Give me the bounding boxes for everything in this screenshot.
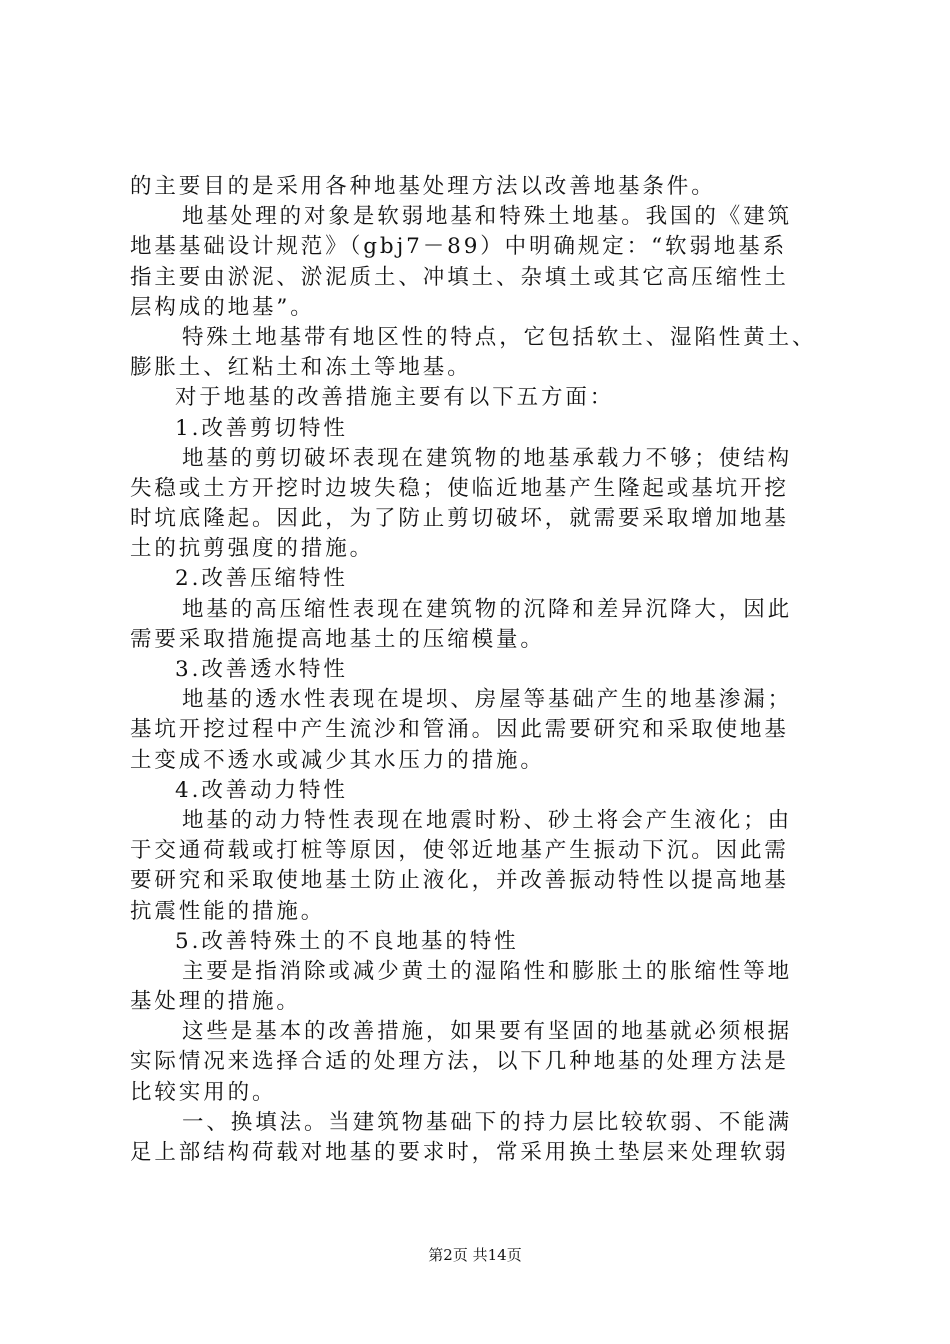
text-line: 土的抗剪强度的措施。 xyxy=(130,536,375,562)
text-line: 基处理的措施。 xyxy=(130,989,301,1015)
text-line: 地基基础设计规范》（gbj7－89）中明确规定：“软弱地基系 xyxy=(130,234,787,260)
text-line: 这些是基本的改善措施，如果要有坚固的地基就必须根据 xyxy=(182,1019,793,1045)
text-line: 基坑开挖过程中产生流沙和管涌。因此需要研究和采取使地基 xyxy=(130,717,789,743)
text-line: 地基的剪切破坏表现在建筑物的地基承载力不够；使结构 xyxy=(182,445,793,471)
text-line: 于交通荷载或打桩等原因，使邻近地基产生振动下沉。因此需 xyxy=(130,838,789,864)
text-line: 土变成不透水或减少其水压力的措施。 xyxy=(130,747,545,773)
text-line: 的主要目的是采用各种地基处理方法以改善地基条件。 xyxy=(130,174,716,199)
text-line: 失稳或土方开挖时边坡失稳；使临近地基产生隆起或基坑开挖 xyxy=(130,475,789,501)
section-heading: 5.改善特殊土的不良地基的特性 xyxy=(175,928,519,954)
text-line: 时坑底隆起。因此，为了防止剪切破坏，就需要采取增加地基 xyxy=(130,506,789,532)
text-line: 实际情况来选择合适的处理方法，以下几种地基的处理方法是 xyxy=(130,1049,789,1075)
text-line: 足上部结构荷载对地基的要求时，常采用换土垫层来处理软弱 xyxy=(130,1140,789,1165)
text-line: 地基处理的对象是软弱地基和特殊土地基。我国的《建筑 xyxy=(182,204,793,230)
text-line: 地基的动力特性表现在地震时粉、砂土将会产生液化；由 xyxy=(182,807,793,833)
text-line: 层构成的地基”。 xyxy=(130,294,315,320)
text-line: 主要是指消除或减少黄土的湿陷性和膨胀土的胀缩性等地 xyxy=(182,958,793,984)
text-line: 比较实用的。 xyxy=(130,1079,277,1105)
text-line: 一、换填法。当建筑物基础下的持力层比较软弱、不能满 xyxy=(182,1109,793,1135)
text-line: 要研究和采取使地基土防止液化，并改善振动特性以提高地基 xyxy=(130,868,789,894)
text-line: 对于地基的改善措施主要有以下五方面： xyxy=(175,385,615,411)
text-line: 膨胀土、红粘土和冻土等地基。 xyxy=(130,355,472,381)
text-line: 需要采取措施提高地基土的压缩模量。 xyxy=(130,626,545,652)
section-heading: 4.改善动力特性 xyxy=(175,777,348,803)
text-line: 地基的透水性表现在堤坝、房屋等基础产生的地基渗漏； xyxy=(182,687,793,713)
section-heading: 3.改善透水特性 xyxy=(175,657,348,682)
text-line: 地基的高压缩性表现在建筑物的沉降和差异沉降大，因此 xyxy=(182,596,793,622)
text-line: 抗震性能的措施。 xyxy=(130,898,326,924)
text-line: 指主要由淤泥、淤泥质土、冲填土、杂填土或其它高压缩性土 xyxy=(130,264,789,290)
page-footer: 第2页 共14页 xyxy=(428,1246,522,1264)
body-text xyxy=(130,172,830,1168)
section-heading: 1.改善剪切特性 xyxy=(175,415,348,441)
section-heading: 2.改善压缩特性 xyxy=(175,566,348,592)
text-line: 特殊土地基带有地区性的特点，它包括软土、湿陷性黄土、 xyxy=(182,324,817,350)
